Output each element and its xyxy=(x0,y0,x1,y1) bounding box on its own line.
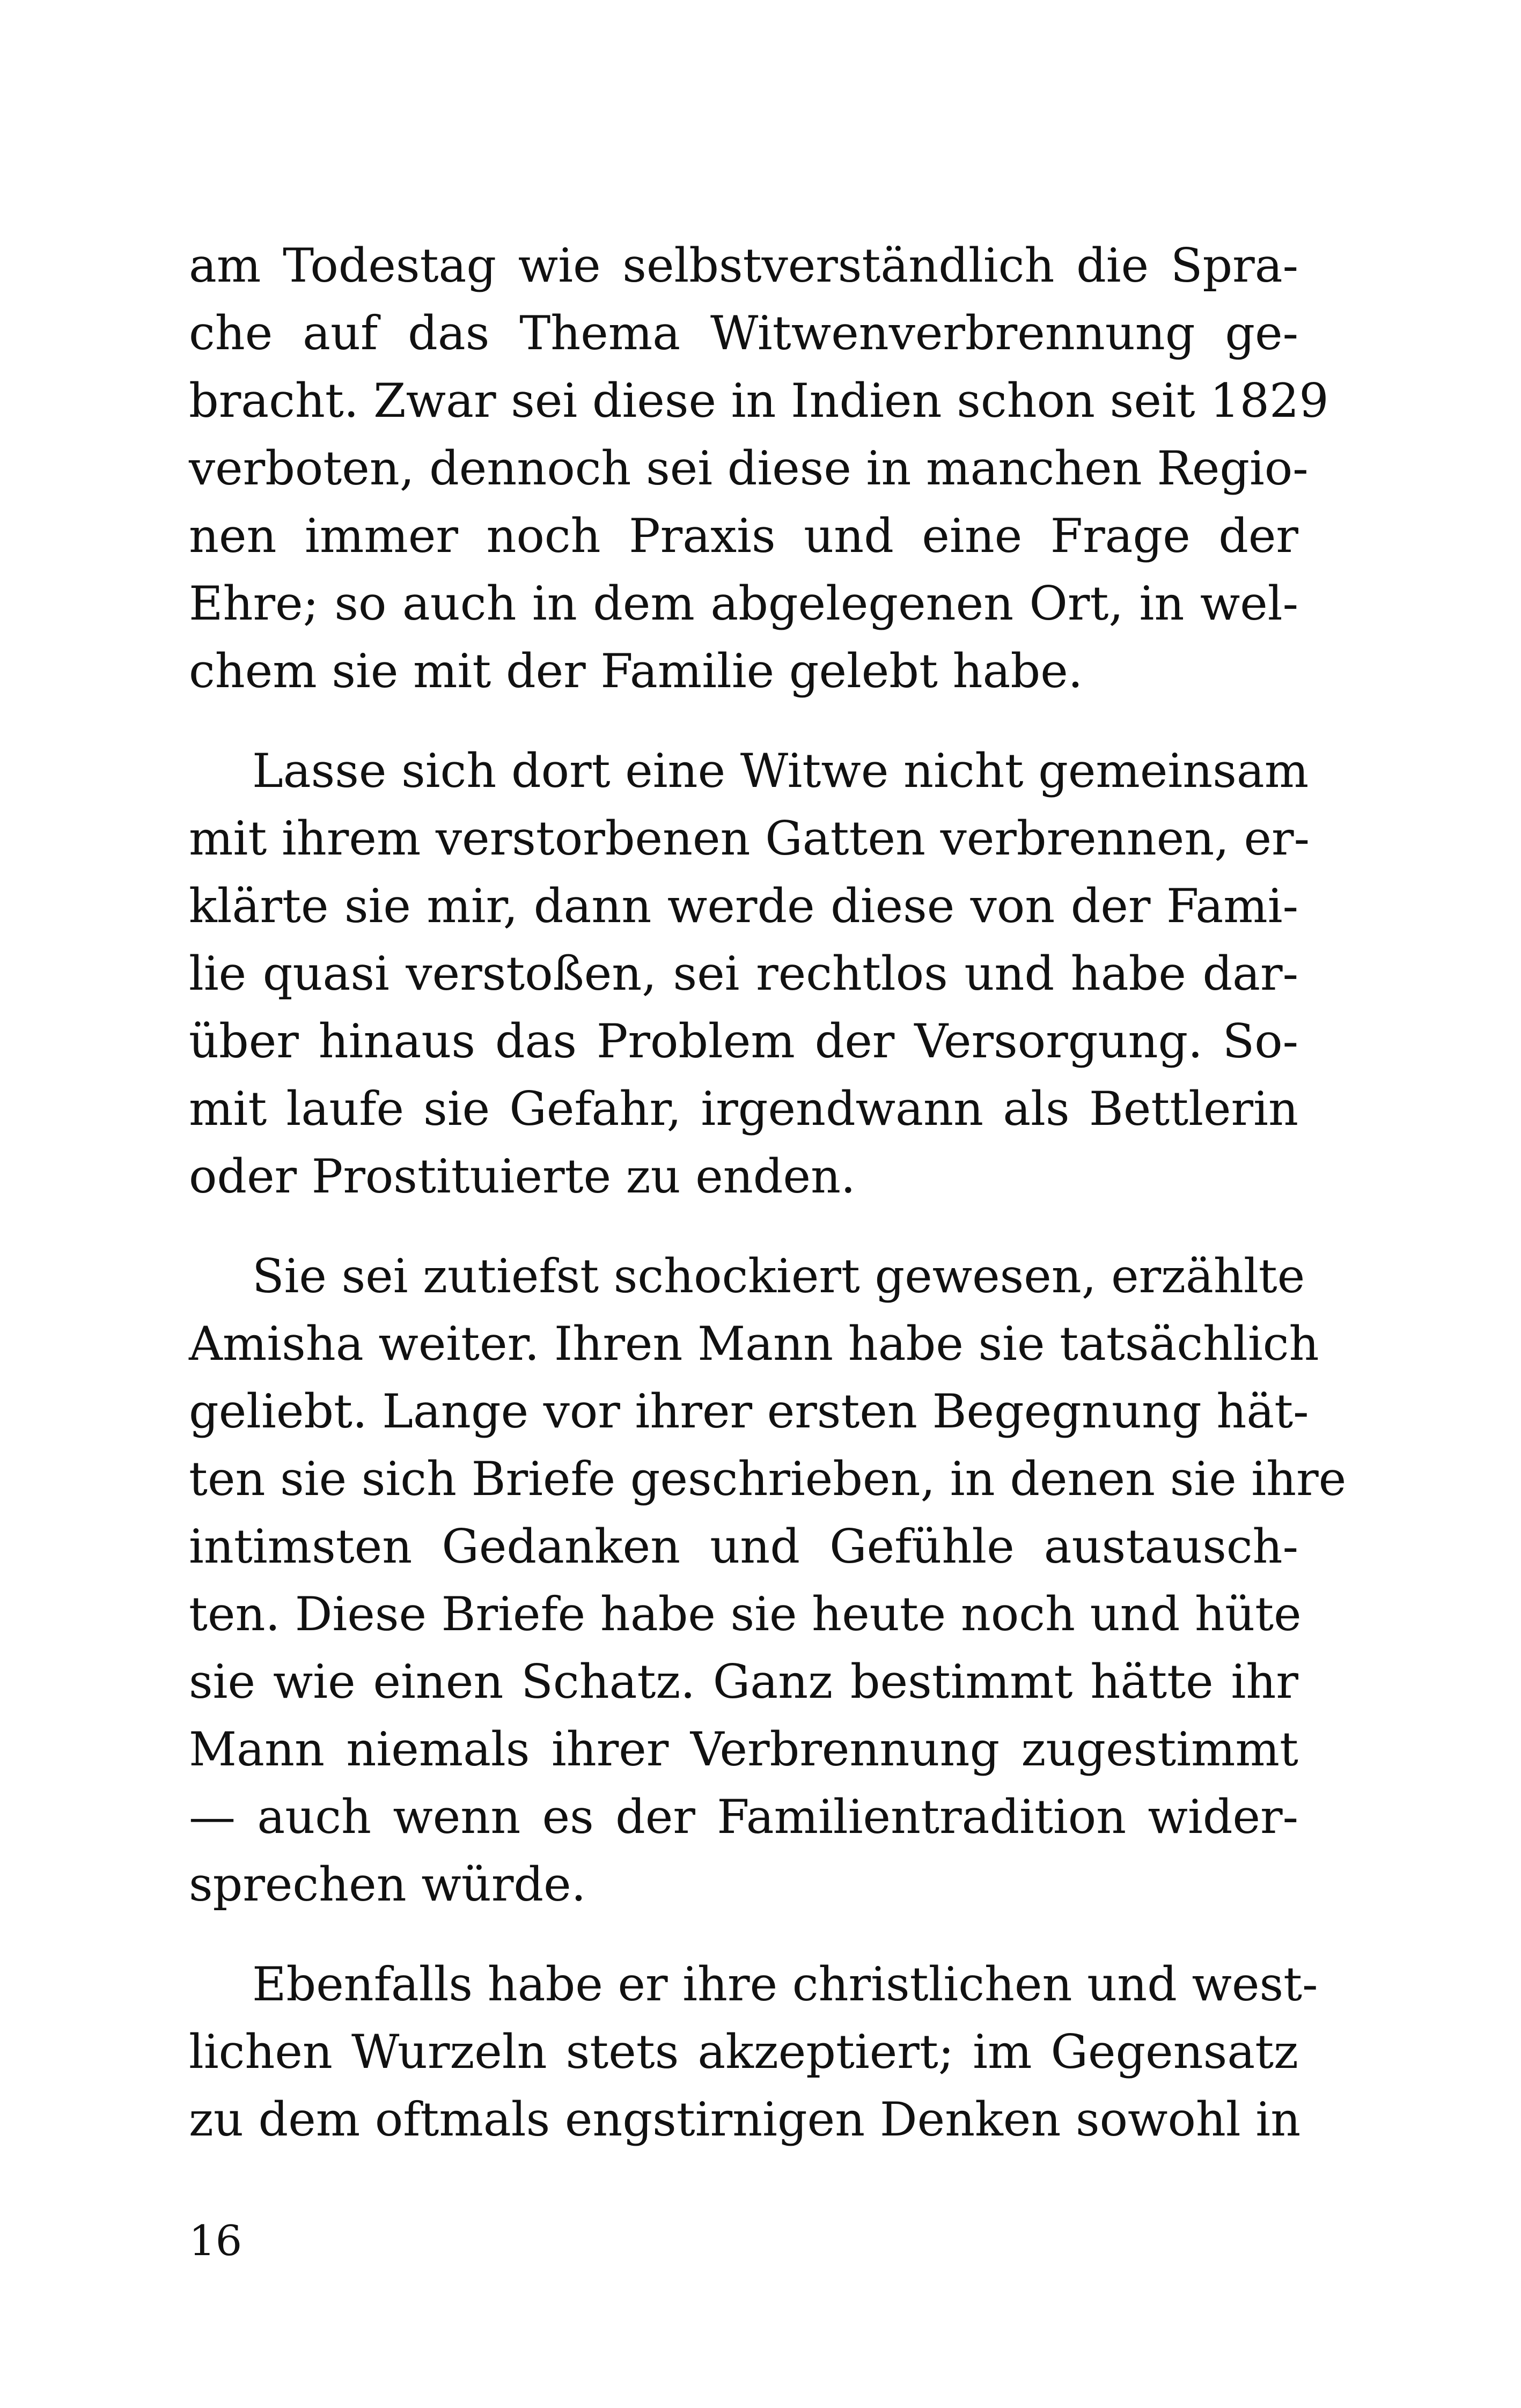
text-line: ten. Diese Briefe habe sie heute noch und hüte xyxy=(189,1587,1302,1641)
text-line: über hinaus das Problem der Versorgung. So- xyxy=(189,1014,1298,1069)
body-text xyxy=(189,232,1347,2153)
text-line: mit laufe sie Gefahr, irgendwann als Bettlerin xyxy=(189,1081,1298,1136)
text-line: lichen Wurzeln stets akzeptiert; im Gegensatz xyxy=(189,2024,1298,2079)
text-line: che auf das Thema Witwenverbrennung ge- xyxy=(189,306,1298,360)
text-line: chem sie mit der Familie gelebt habe. xyxy=(189,644,1083,698)
text-line: am Todestag wie selbstverständlich die Spra- xyxy=(189,238,1298,293)
text-line: Amisha weiter. Ihren Mann habe sie tatsächlich xyxy=(189,1316,1319,1371)
paragraph-gap xyxy=(189,705,1298,737)
paragraph-gap xyxy=(189,1210,1298,1242)
text-line: Mann niemals ihrer Verbrennung zugestimmt xyxy=(189,1722,1298,1777)
text-line: nen immer noch Praxis und eine Frage der xyxy=(189,509,1298,563)
page-number: 16 xyxy=(189,2217,243,2265)
text-line: Ebenfalls habe er ihre christlichen und west- xyxy=(252,1957,1318,2012)
text-line: klärte sie mir, dann werde diese von der Fami- xyxy=(189,879,1298,933)
paragraph xyxy=(189,737,1310,1210)
text-line: sie wie einen Schatz. Ganz bestimmt hätte ihr xyxy=(189,1654,1298,1709)
text-line: intimsten Gedanken und Gefühle austausch- xyxy=(189,1519,1298,1574)
text-line: lie quasi verstoßen, sei rechtlos und habe dar- xyxy=(189,946,1298,1001)
text-line: mit ihrem verstorbenen Gatten verbrennen, er- xyxy=(189,811,1310,866)
text-line: geliebt. Lange vor ihrer ersten Begegnung hät- xyxy=(189,1384,1309,1439)
paragraph-gap xyxy=(189,1918,1298,1950)
text-line: Sie sei zutiefst schockiert gewesen, erzählte xyxy=(252,1249,1305,1304)
text-line: zu dem oftmals engstirnigen Denken sowohl in xyxy=(189,2092,1301,2147)
paragraph xyxy=(189,1950,1318,2153)
text-line: verboten, dennoch sei diese in manchen Regio- xyxy=(189,441,1309,496)
paragraph xyxy=(189,232,1329,705)
text-line: — auch wenn es der Familientradition wider- xyxy=(189,1790,1298,1844)
text-line: ten sie sich Briefe geschrieben, in denen sie ihre xyxy=(189,1452,1347,1506)
text-line: Ehre; so auch in dem abgelegenen Ort, in wel- xyxy=(189,576,1298,631)
paragraph xyxy=(189,1242,1347,1918)
text-line: Lasse sich dort eine Witwe nicht gemeinsam xyxy=(252,743,1309,798)
text-line: bracht. Zwar sei diese in Indien schon seit 1829 xyxy=(189,373,1329,428)
text-line: sprechen würde. xyxy=(189,1857,586,1912)
text-line: oder Prostituierte zu enden. xyxy=(189,1149,856,1204)
